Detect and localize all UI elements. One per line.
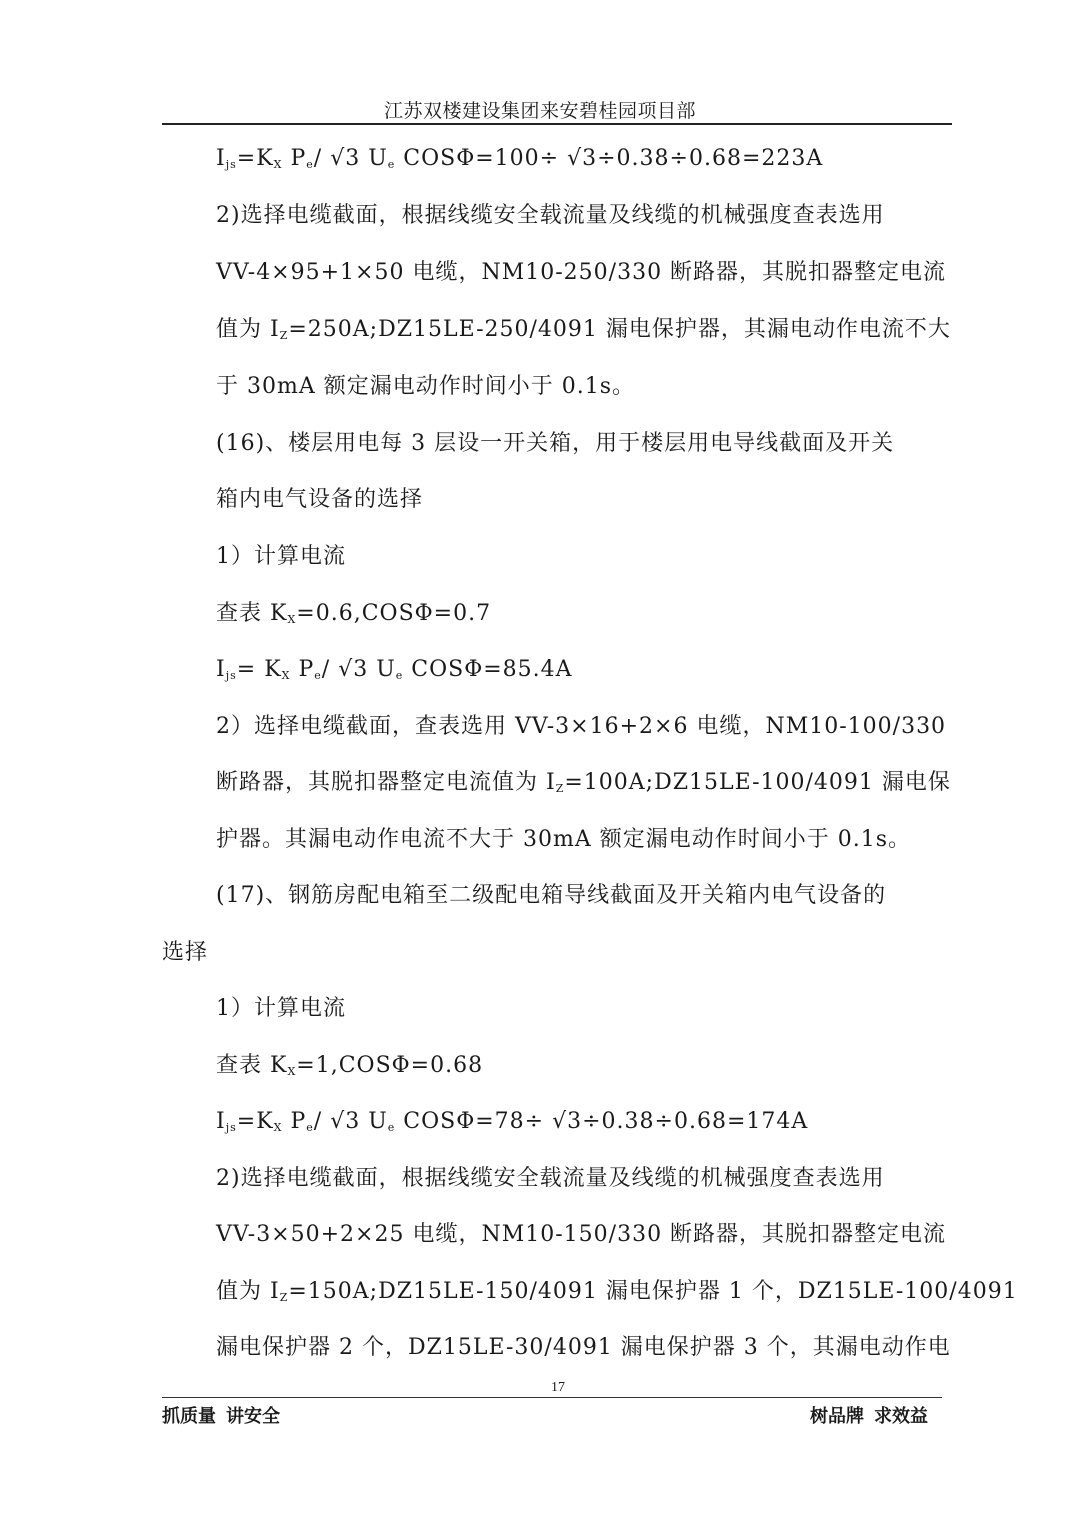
header-divider bbox=[162, 123, 952, 125]
formula-line-3: $I_{js}=K_X$ $P_e/$ √3 $U_e$ COSΦ=78÷ √3÷0.38÷0.68=174A bbox=[216, 1109, 809, 1134]
section-heading-17: (17)、钢筋房配电箱至二级配电箱导线截面及开关箱内电气设备的 bbox=[216, 883, 887, 908]
paragraph-line: VV-3×50+2×25 电缆，NM10-150/330 断路器，其脱扣器整定电流 bbox=[216, 1222, 947, 1247]
lookup-line: 查表 $K_X=0.6,COS\Phi=0.7$ bbox=[216, 601, 492, 626]
paragraph-line: 断路器，其脱扣器整定电流值为 $I_Z=100A;DZ15LE-100/4091$ 漏电保 bbox=[216, 770, 951, 795]
paragraph-line: 漏电保护器 2 个，DZ15LE-30/4091 漏电保护器 3 个，其漏电动作电 bbox=[216, 1335, 951, 1360]
step-heading: 1）计算电流 bbox=[216, 996, 346, 1021]
lookup-line: 查表 $K_X=1,COS\Phi=0.68$ bbox=[216, 1053, 484, 1078]
paragraph-line: 2)选择电缆截面，根据线缆安全载流量及线缆的机械强度查表选用 bbox=[216, 1166, 885, 1191]
page-number: 17 bbox=[551, 1380, 565, 1395]
paragraph-line: 护器。其漏电动作电流不大于 30mA 额定漏电动作时间小于 0.1s。 bbox=[216, 827, 912, 852]
paragraph-line: 箱内电气设备的选择 bbox=[216, 487, 424, 512]
paragraph-line: 值为 $I_Z=250A;DZ15LE-250/4091$ 漏电保护器，其漏电动作电流不大 bbox=[216, 317, 951, 342]
footer-slogan-right: 树品牌 求效益 bbox=[810, 1406, 929, 1426]
footer-divider bbox=[162, 1397, 942, 1398]
paragraph-line: 2)选择电缆截面，根据线缆安全载流量及线缆的机械强度查表选用 bbox=[216, 203, 885, 228]
paragraph-line: 选择 bbox=[162, 940, 209, 965]
page-header-title: 江苏双楼建设集团来安碧桂园项目部 bbox=[383, 101, 696, 122]
paragraph-line: 2）选择电缆截面，查表选用 VV-3×16+2×6 电缆，NM10-100/330 bbox=[216, 714, 947, 739]
paragraph-line: VV-4×95+1×50 电缆，NM10-250/330 断路器，其脱扣器整定电流 bbox=[216, 260, 947, 285]
footer-slogan-left: 抓质量 讲安全 bbox=[162, 1406, 281, 1426]
paragraph-line: 值为 $I_Z=150A;DZ15LE-150/4091$ 漏电保护器 1 个，DZ15LE-100/4091 bbox=[216, 1279, 1018, 1304]
formula-line-1: $I_{js}=K_X$ $P_e/$ √3 $U_e$ COSΦ=100÷ √3÷0.38÷0.68=223A bbox=[216, 146, 824, 171]
step-heading: 1）计算电流 bbox=[216, 544, 346, 569]
formula-line-2: $I_{js}= K_X$ $P_e/$ √3 $U_e$ COSΦ=85.4A bbox=[216, 657, 573, 682]
section-heading-16: (16)、楼层用电每 3 层设一开关箱，用于楼层用电导线截面及开关 bbox=[216, 431, 895, 456]
paragraph-line: 于 30mA 额定漏电动作时间小于 0.1s。 bbox=[216, 374, 636, 399]
